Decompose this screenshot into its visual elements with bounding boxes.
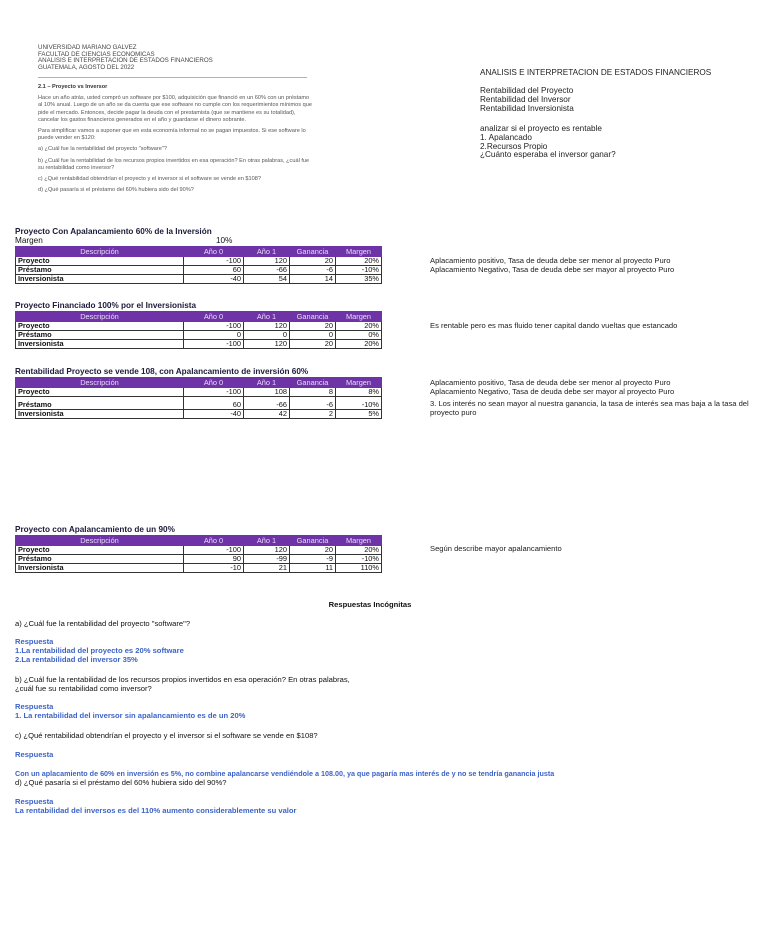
column-header: Año 0 (184, 312, 244, 322)
cell: 20% (336, 340, 382, 349)
column-header: Año 1 (244, 247, 290, 257)
cell: 108 (244, 388, 290, 397)
section-notes (430, 544, 750, 553)
cell: Préstamo (16, 266, 184, 275)
column-header: Descripción (16, 378, 184, 388)
answer-c: Con un aplacamiento de 60% en inversión es 5%, no combine apalancarse vendiéndole a 108.00, ya que pagaría mas interés de y no se tendría ganancia justa (15, 769, 555, 778)
header-divider (38, 77, 307, 78)
cell: -6 (290, 266, 336, 275)
exercise-question-a: a) ¿Cuál fue la rentabilidad del proyecto "software"? (38, 146, 167, 153)
column-header: Ganancia (290, 312, 336, 322)
cell: Préstamo (16, 397, 184, 410)
question-d: d) ¿Qué pasaría si el préstamo del 60% hubiera sido del 90%? (15, 778, 227, 787)
cell: -66 (244, 266, 290, 275)
cell: 0 (244, 331, 290, 340)
cell: -10 (184, 564, 244, 573)
column-header: Año 1 (244, 536, 290, 546)
margen-label: Margen (15, 236, 43, 245)
financial-table (15, 246, 382, 284)
note-line: Aplacamiento positivo, Tasa de deuda debe ser menor al proyecto Puro (430, 378, 671, 387)
column-header: Ganancia (290, 378, 336, 388)
column-header: Año 1 (244, 312, 290, 322)
cell: Proyecto (16, 322, 184, 331)
section-title: Proyecto Con Apalancamiento 60% de la Inversión (15, 227, 212, 236)
cell: -66 (244, 397, 290, 410)
column-header: Descripción (16, 536, 184, 546)
table-row (16, 410, 382, 419)
cell: Préstamo (16, 555, 184, 564)
column-header: Ganancia (290, 247, 336, 257)
section-notes (430, 256, 750, 274)
header-line: FACULTAD DE CIENCIAS ECONOMICAS (38, 50, 155, 58)
cell: Inversionista (16, 275, 184, 284)
cell: 5% (336, 410, 382, 419)
cell: 20 (290, 340, 336, 349)
question-c: c) ¿Qué rentabilidad obtendrían el proyecto y el inversor si el software se vende en $108? (15, 731, 318, 740)
table-row (16, 564, 382, 573)
column-header: Año 1 (244, 378, 290, 388)
section-notes (430, 321, 750, 330)
answer-line: La rentabilidad del inversos es del 110% aumento considerablemente su valor (15, 806, 297, 815)
column-header: Margen (336, 247, 382, 257)
table-row (16, 322, 382, 331)
answer-line: 1.La rentabilidad del proyecto es 20% software (15, 646, 184, 655)
answer-line: 2.La rentabilidad del inversor 35% (15, 655, 138, 664)
list-item: Rentabilidad Inversionista (480, 103, 574, 113)
exercise-statement (38, 84, 313, 198)
cell: -100 (184, 546, 244, 555)
table-row (16, 275, 382, 284)
cell: -10% (336, 266, 382, 275)
cell: 20 (290, 322, 336, 331)
answer-line: 1. La rentabilidad del inversor sin apalancamiento es de un 20% (15, 711, 246, 720)
cell: 11 (290, 564, 336, 573)
column-header: Año 0 (184, 378, 244, 388)
cell: Préstamo (16, 331, 184, 340)
table-row (16, 397, 382, 410)
column-header: Ganancia (290, 536, 336, 546)
note-line: 3. Los interés no sean mayor al nuestra ganancia, la tasa de interés sea mas baja a la tasa del proyecto puro (430, 399, 749, 417)
financial-table (15, 535, 382, 573)
financial-table (15, 311, 382, 349)
analysis-list (480, 125, 616, 160)
exercise-paragraph: Para simplificar vamos a suponer que en esta economía informal no se pagan impuestos. Si ese software lo puede vender en $120: (38, 128, 306, 142)
exercise-question-b: b) ¿Cuál fue la rentabilidad de los recursos propios invertidos en esa operación? En otras palabras, ¿cuál fue su rentabilidad como inversor? (38, 157, 310, 171)
question-a: a) ¿Cuál fue la rentabilidad del proyecto "software"? (15, 619, 191, 628)
analysis-title: ANALISIS E INTERPRETACION DE ESTADOS FINANCIEROS (480, 68, 712, 77)
question-b (15, 675, 755, 693)
section-title: Proyecto con Apalancamiento de un 90% (15, 525, 175, 534)
cell: -10% (336, 397, 382, 410)
cell: -100 (184, 388, 244, 397)
list-item: 1. Apalancado (480, 132, 532, 142)
cell: 0 (184, 331, 244, 340)
cell: Inversionista (16, 564, 184, 573)
cell: 2 (290, 410, 336, 419)
cell: Proyecto (16, 546, 184, 555)
cell: -100 (184, 257, 244, 266)
note-line: Aplacamiento positivo, Tasa de deuda debe ser menor al proyecto Puro (430, 256, 671, 265)
column-header: Año 0 (184, 536, 244, 546)
cell: -40 (184, 275, 244, 284)
cell: 14 (290, 275, 336, 284)
cell: Inversionista (16, 340, 184, 349)
table-row (16, 340, 382, 349)
cell: 35% (336, 275, 382, 284)
exercise-question-c: c) ¿Qué rentabilidad obtendrían el proyecto y el inversor si el software se vende en $108? (38, 176, 261, 183)
cell: 42 (244, 410, 290, 419)
table-row (16, 388, 382, 397)
rentabilidad-list (480, 87, 574, 113)
answer-label: Respuesta (15, 797, 54, 806)
column-header: Margen (336, 536, 382, 546)
note-line: Aplacamiento Negativo, Tasa de deuda debe ser mayor al proyecto Puro (430, 265, 675, 274)
question-line: ¿cuál fue su rentabilidad como inversor? (15, 684, 152, 693)
cell: 20 (290, 546, 336, 555)
cell: 20% (336, 322, 382, 331)
financial-table (15, 377, 382, 419)
cell: 120 (244, 322, 290, 331)
cell: 0 (290, 331, 336, 340)
cell: -9 (290, 555, 336, 564)
cell: 110% (336, 564, 382, 573)
cell: -10% (336, 555, 382, 564)
exercise-question-d: d) ¿Qué pasaría si el préstamo del 60% hubiera sido del 90%? (38, 187, 194, 194)
exercise-title: 2.1 – Proyecto vs Inversor (38, 84, 108, 90)
list-item: Rentabilidad del Proyecto (480, 86, 574, 95)
cell: -40 (184, 410, 244, 419)
list-item: 2.Recursos Propio (480, 141, 548, 151)
university-header (38, 45, 318, 71)
column-header: Margen (336, 312, 382, 322)
cell: 8 (290, 388, 336, 397)
header-line: UNIVERSIDAD MARIANO GALVEZ (38, 44, 137, 51)
cell: 21 (244, 564, 290, 573)
cell: 20% (336, 546, 382, 555)
cell: 120 (244, 340, 290, 349)
header-line: GUATEMALA, AGOSTO DEL 2022 (38, 63, 135, 71)
cell: -99 (244, 555, 290, 564)
cell: Proyecto (16, 388, 184, 397)
cell: 120 (244, 546, 290, 555)
column-header: Descripción (16, 247, 184, 257)
answer-label: Respuesta (15, 702, 54, 711)
cell: Inversionista (16, 410, 184, 419)
answer-b (15, 702, 765, 720)
cell: 90 (184, 555, 244, 564)
answers-title: Respuestas Incógnitas (328, 600, 412, 609)
cell: -100 (184, 322, 244, 331)
cell: -6 (290, 397, 336, 410)
list-item: ¿Cuánto esperaba el inversor ganar? (480, 150, 616, 160)
cell: 20% (336, 257, 382, 266)
column-header: Descripción (16, 312, 184, 322)
answer-label: Respuesta (15, 637, 54, 646)
question-line: b) ¿Cuál fue la rentabilidad de los recursos propios invertidos en esa operación? En otras palabras, (15, 675, 350, 684)
note-line: Es rentable pero es mas fluido tener capital dando vueltas que estancado (430, 321, 678, 330)
section-notes (430, 378, 750, 417)
cell: 20 (290, 257, 336, 266)
cell: Proyecto (16, 257, 184, 266)
cell: 60 (184, 397, 244, 410)
cell: 8% (336, 388, 382, 397)
header-line: ANALISIS E INTERPRETACION DE ESTADOS FINANCIEROS (38, 57, 213, 65)
note-line: Según describe mayor apalancamiento (430, 544, 562, 553)
column-header: Margen (336, 378, 382, 388)
answer-d (15, 797, 765, 815)
section-title: Proyecto Financiado 100% por el Inversionista (15, 301, 197, 310)
cell: -100 (184, 340, 244, 349)
exercise-paragraph: Hace un año atrás, usted compró un software por $100, adquisición que financió en un 60% con un préstamo al 10% anual. Luego de un año se da cuenta que ese software no cumple con los requerimientos mínimos que pide el mercado. Entonces, decide pagar la deuda con el prestamista (que se mantiene es su totalidad), cancelar los gastos financieros generados en el año y guardarse el dinero sobrante. (38, 95, 312, 123)
note-line: Aplacamiento Negativo, Tasa de deuda debe ser mayor al proyecto Puro (430, 387, 675, 396)
margen-value: 10% (216, 236, 233, 245)
cell: 120 (244, 257, 290, 266)
column-header: Año 0 (184, 247, 244, 257)
section-title: Rentabilidad Proyecto se vende 108, con Apalancamiento de inversión 60% (15, 367, 309, 376)
list-item: Rentabilidad del Inversor (480, 94, 571, 104)
cell: 0% (336, 331, 382, 340)
cell: 60 (184, 266, 244, 275)
cell: 54 (244, 275, 290, 284)
answer-c-label: Respuesta (15, 750, 54, 759)
answer-a (15, 637, 765, 664)
list-item: analizar si el proyecto es rentable (480, 124, 602, 133)
